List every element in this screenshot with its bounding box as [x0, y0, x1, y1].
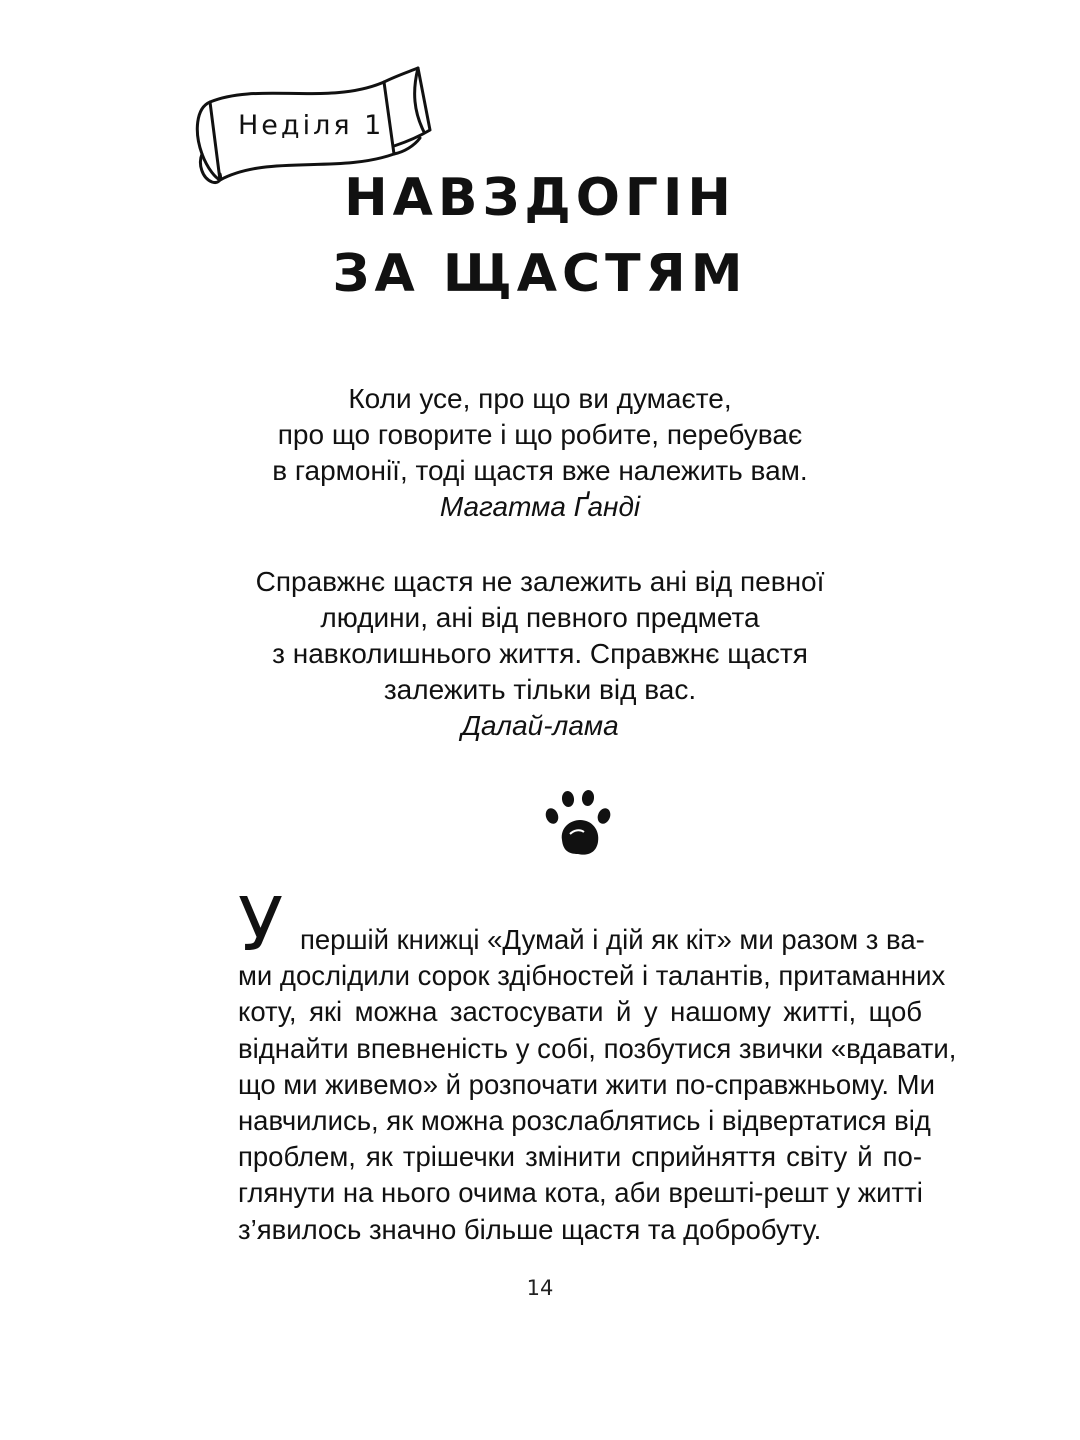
- body-paragraph: [238, 922, 957, 1248]
- page-number: 14: [526, 1276, 554, 1300]
- paragraph-line: віднайти впевненість у собі, позбутися звички «вдавати,: [238, 1032, 957, 1064]
- quote-author: Магатма Ґанді: [439, 491, 641, 522]
- quote-line: людини, ані від певного предмета: [320, 602, 760, 633]
- paragraph-line: першій книжці «Думай і дій як кіт» ми разом з ва-: [300, 924, 925, 955]
- quote-line: Справжнє щастя не залежить ані від певної: [255, 566, 825, 597]
- quote-gandhi: [0, 381, 1080, 525]
- quote-line: про що говорите і що робите, перебуває: [277, 419, 803, 450]
- quote-line: в гармонії, тоді щастя вже належить вам.: [272, 455, 808, 486]
- paragraph-line: що ми живемо» й розпочати жити по-справжньому. Ми: [238, 1068, 935, 1100]
- quote-line: залежить тільки від вас.: [383, 674, 697, 705]
- chapter-title-line-1: НАВЗДОГІН: [344, 168, 736, 228]
- quote-line: з навколишнього життя. Справжнє щастя: [272, 638, 808, 669]
- chapter-title-line-2: ЗА ЩАСТЯМ: [332, 244, 748, 304]
- banner-label: Неділя 1: [238, 110, 385, 141]
- paragraph-line: з’явилось значно більше щастя та добробуту.: [238, 1213, 822, 1245]
- quote-line: Коли усе, про що ви думаєте,: [348, 383, 732, 414]
- paragraph-line: коту, які можна застосувати й у нашому житті, щоб: [238, 996, 922, 1028]
- paragraph-line: навчились, як можна розслаблятись і відвертатися від: [238, 1104, 931, 1136]
- paragraph-line: глянути на нього очима кота, аби врешті-решт у житті: [238, 1177, 923, 1209]
- quote-author: Далай-лама: [461, 710, 619, 741]
- quote-dalai-lama: [0, 564, 1080, 744]
- drop-cap: У: [238, 882, 284, 968]
- paragraph-line: проблем, як трішечки змінити сприйняття світу й по-: [238, 1141, 922, 1173]
- paragraph-line: ми дослідили сорок здібностей і талантів, притаманних: [238, 960, 946, 992]
- paw-icon: [540, 788, 620, 860]
